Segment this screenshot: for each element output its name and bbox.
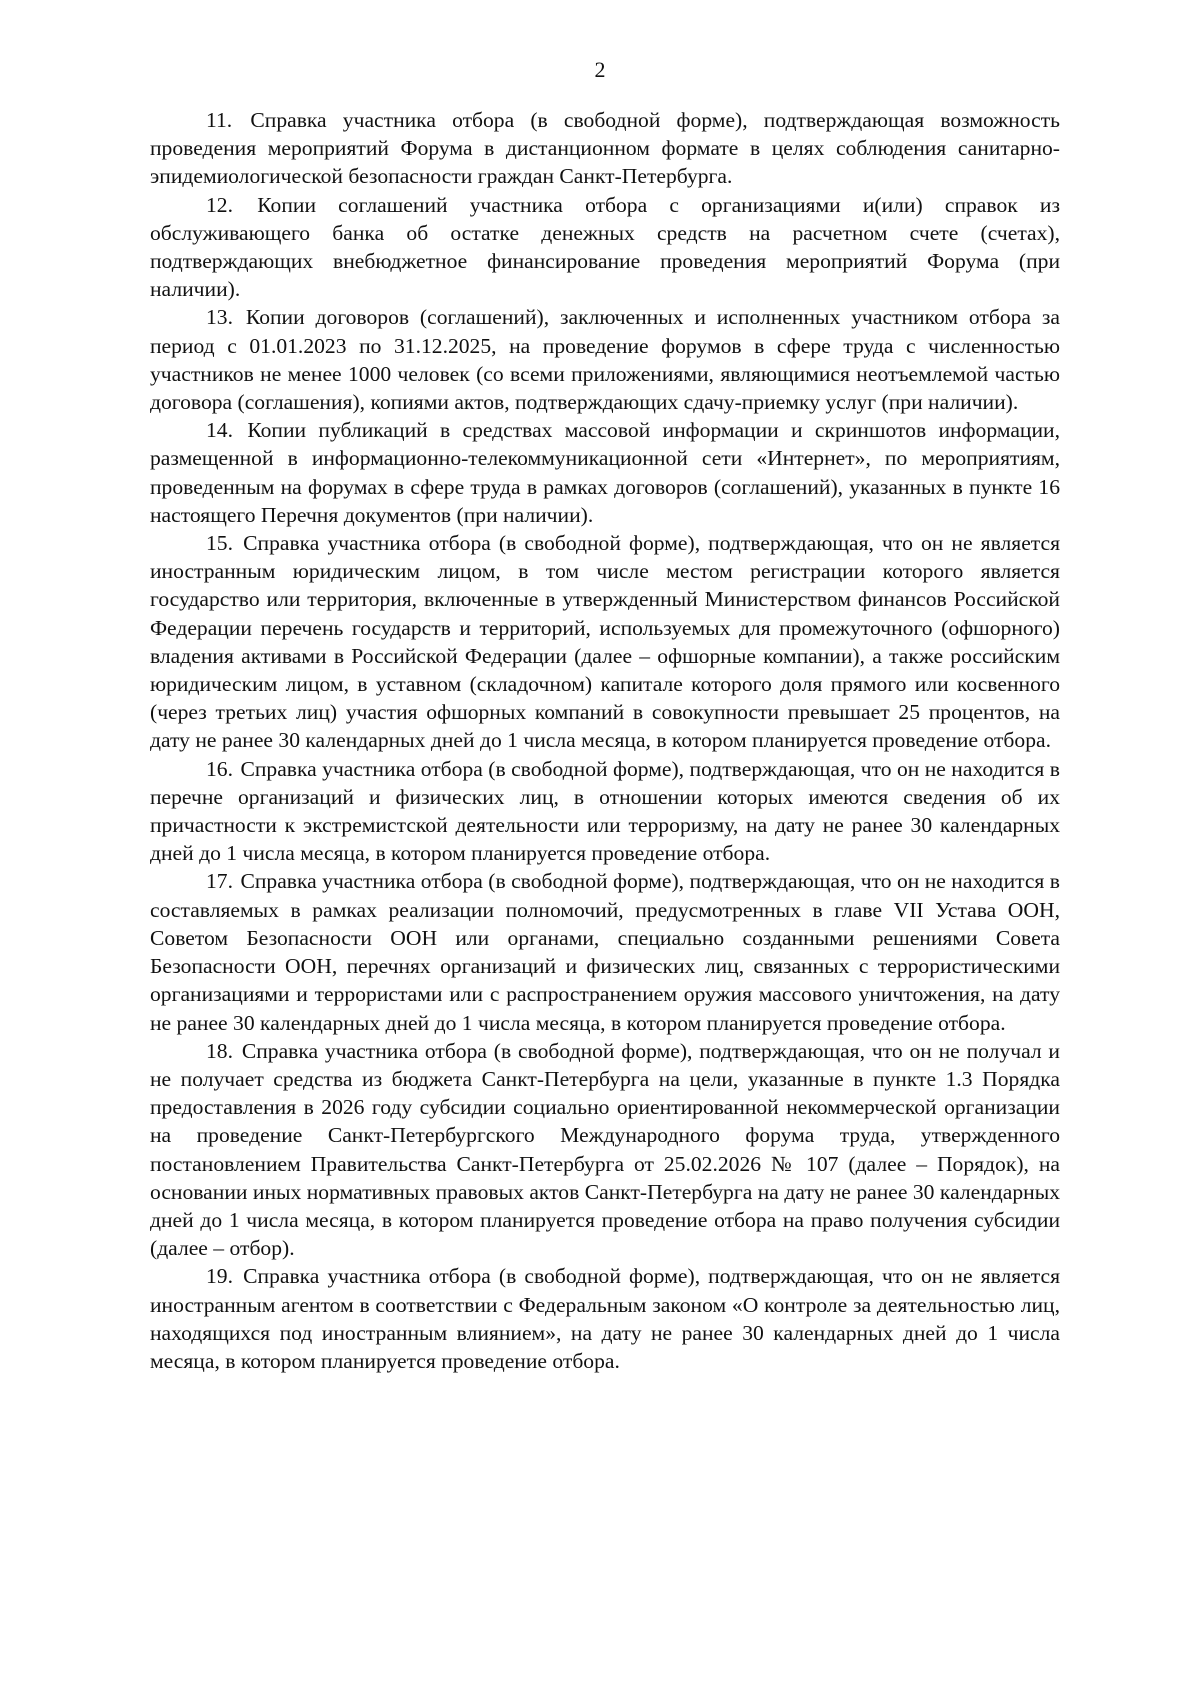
document-body <box>150 106 1060 1375</box>
item-number: 17. <box>206 869 233 894</box>
list-item-13 <box>150 303 1060 416</box>
item-text: Справка участника отбора (в свободной форме), подтверждающая, что он не находится в перечне организаций и физических лиц, в отношении которых имеются сведения об их причастности к экстремистской деятельности или терроризму, на дату не ранее 30 календарных дней до 1 числа месяца, в котором планируется проведение отбора. <box>150 756 1060 866</box>
page-number: 2 <box>594 57 606 82</box>
list-item-11 <box>150 106 1060 191</box>
item-number: 13. <box>206 305 233 330</box>
item-number: 12. <box>206 192 233 217</box>
item-number: 14. <box>206 418 233 443</box>
item-text: Справка участника отбора (в свободной форме), подтверждающая, что он не является иностранным агентом в соответствии с Федеральным законом «О контроле за деятельностью лиц, находящихся под иностранным влиянием», на дату не ранее 30 календарных дней до 1 числа месяца, в котором планируется проведение отбора. <box>150 1264 1060 1373</box>
item-text: Копии публикаций в средствах массовой информации и скриншотов информации, размещенной в информационно-телекоммуникационной сети «Интернет», по мероприятиям, проведенным на форумах в сфере труда в рамках договоров (соглашений), указанных в пункте 16 настоящего Перечня документов (при наличии). <box>150 418 1060 527</box>
item-text: Справка участника отбора (в свободной форме), подтверждающая, что он не является иностранным юридическим лицом, в том числе местом регистрации которого является государство или территория, включенные в утвержденный Министерством финансов Российской Федерации перечень государств и территорий, используемых для промежуточного (офшорного) владения активами в Российской Федерации (далее – офшорные компании), а также российским юридическим лицом, в уставном (складочном) капитале которого доля прямого или косвенного (через третьих лиц) участия офшорных компаний в совокупности превышает 25 процентов, на дату не ранее 30 календарных дней до 1 числа месяца, в котором планируется проведение отбора. <box>150 531 1060 753</box>
list-item-12 <box>150 191 1060 304</box>
list-item-16 <box>150 755 1060 868</box>
item-text: Копии соглашений участника отбора с организациями и(или) справок из обслуживающего банка об остатке денежных средств на расчетном счете (счетах), подтверждающих внебюджетное финансирование проведения мероприятий Форума (при наличии). <box>150 192 1061 302</box>
item-text: Справка участника отбора (в свободной форме), подтверждающая, что он не получал и не получает средства из бюджета Санкт-Петербурга на цели, указанные в пункте 1.3 Порядка предоставления в 2026 году субсидии социально ориентированной некоммерческой организации на проведение Санкт-Петербургского Международного форума труда, утвержденного постановлением Правительства Санкт-Петербурга от 25.02.2026 № 107 (далее – Порядок), на основании иных нормативных правовых актов Санкт-Петербурга на дату не ранее 30 календарных дней до 1 числа месяца, в котором планируется проведение отбора на право получения субсидии (далее – отбор). <box>150 1038 1060 1261</box>
item-number: 18. <box>206 1038 233 1063</box>
item-text: Справка участника отбора (в свободной форме), подтверждающая, что он не находится в составляемых в рамках реализации полномочий, предусмотренных в главе VII Устава ООН, Советом Безопасности ООН или органами, специально созданными решениями Совета Безопасности ООН, перечнях организаций и физических лиц, связанных с террористическими организациями и террористами или с распространением оружия массового уничтожения, на дату не ранее 30 календарных дней до 1 числа месяца, в котором планируется проведение отбора. <box>150 869 1060 1035</box>
item-number: 16. <box>206 756 233 781</box>
list-item-14 <box>150 416 1060 529</box>
item-text: Справка участника отбора (в свободной форме), подтверждающая возможность проведения мероприятий Форума в дистанционном формате в целях соблюдения санитарно-эпидемиологической безопасности граждан Санкт-Петербурга. <box>150 108 1060 189</box>
item-number: 11. <box>206 108 233 132</box>
list-item-15 <box>150 529 1060 755</box>
list-item-18 <box>150 1037 1060 1263</box>
item-number: 19. <box>206 1264 233 1289</box>
list-item-17 <box>150 867 1060 1036</box>
list-item-19 <box>150 1262 1060 1375</box>
item-text: Копии договоров (соглашений), заключенных и исполненных участником отбора за период с 01.01.2023 по 31.12.2025, на проведение форумов в сфере труда с численностью участников не менее 1000 человек (со всеми приложениями, являющимися неотъемлемой частью договора (соглашения), копиями актов, подтверждающих сдачу-приемку услуг (при наличии). <box>150 305 1060 415</box>
item-number: 15. <box>206 531 233 556</box>
